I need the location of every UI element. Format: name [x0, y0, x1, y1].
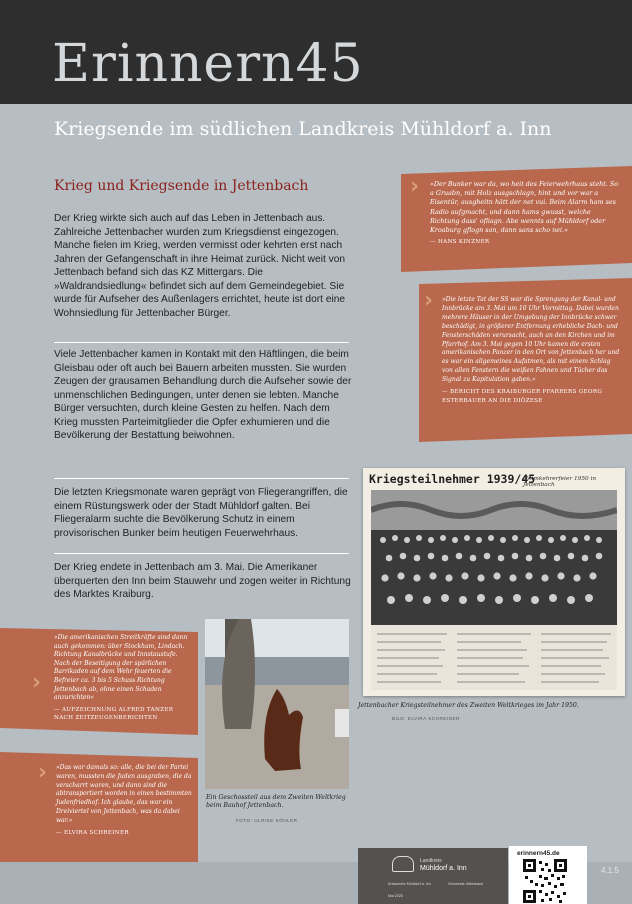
quote-text: »Die amerikanischen Streitkräfte sind dann auch gekommen: über Stockham, Lindach. Richtung Kanalbrücke und Innstaustufe. Nach der Beseitigung der spärlichen Barrikaden auf dem Wehr feuerten die Befreier ca. 3 bis 5 Schuss Richtung Jettenbach ab, ohne einen Schaden anzurichten« [54, 634, 188, 702]
paragraph-3: Die letzten Kriegsmonate waren geprägt von Fliegerangriffen, die einem Rüstungswerk oder der Stadt Mühldorf galten. Bei Fliegeralarm suchte die Bevölkerung Schutz in einem provisorischen Bunker beim heutigen Feuerwehrhaus. [54, 487, 348, 539]
logo-line1: Landkreis [420, 858, 442, 864]
quote-kinzner [430, 180, 622, 247]
header-bar [0, 0, 632, 104]
quote-attribution: — ELVIRA SCHREINER [56, 829, 129, 836]
footer-note-left: Kreisarchiv Mühldorf a. Inn [388, 882, 431, 886]
quote-chevron-icon: › [424, 288, 434, 313]
footer-url: erinnern45.de [517, 850, 560, 857]
paragraph-4: Der Krieg endete in Jettenbach am 3. Mai. Die Amerikaner überquerten den Inn beim Stauwehr und zogen weiter in Richtung des Marktes Kraiburg. [54, 562, 351, 600]
logo-line2: Mühldorf a. Inn [420, 865, 467, 872]
quote-chevron-icon: › [38, 760, 48, 785]
photo-kriegsteilnehmer [363, 468, 625, 696]
paragraph-1: Der Krieg wirkte sich auch auf das Leben in Jettenbach aus. Zahlreiche Jettenbacher wurden zum Kriegsdienst eingezogen. Manche fielen im Krieg, werden vermisst oder kehrten erst nach Jahren der Gefangenschaft in ihre Heimat zurück. Nicht weit von Jettenbach befand sich das KZ Mittergars. Die »Waldrandsiedlung« befindet sich auf dem Gemeindegebiet. Sie wurde für Aufseher des Außenlagers errichtet, heute ist dort eine Wohnsiedlung für Jettenbacher Bürger. [54, 213, 346, 319]
page-subtitle: Kriegsende im südlichen Landkreis Mühldorf a. Inn [54, 118, 552, 140]
photo-caption: Jettenbacher Kriegsteilnehmer des Zweiten Weltkrieges im Jahr 1950. [358, 702, 579, 709]
photo-handwritten-title: Kriegsteilnehmer 1939/45 [369, 472, 536, 486]
brand-title: Erinnern45 [52, 34, 364, 94]
group-photo-image [371, 490, 617, 690]
footer-note-right: Gemeinde Jettenbach [448, 882, 484, 886]
shell-caption: Ein Geschossteil aus dem Zweiten Weltkrieg beim Bauhof Jettenbach. [206, 794, 346, 810]
divider [54, 478, 349, 479]
shell-credit: FOTO: ULRIKE KÖHLER [236, 818, 298, 823]
quote-chevron-icon: › [32, 670, 42, 695]
quote-schreiner [56, 764, 194, 837]
photo-handwritten-sub: Heimkehrerfeier 1950 in Jettenbach [523, 476, 597, 488]
quote-tanzer [54, 634, 194, 723]
quote-chevron-icon: › [410, 174, 420, 199]
quote-text: »Der Bunker war da, wo heit des Feierwehrhaus steht. So a Gruabn, mit Holz ausgschlagn, hint und vor war a Eisentür, ausgheitn hätt der net vui. Beim Alarm ham ses Radio aufgmacht, und dann hams gwusst, welche Richtung dass' ofliagn. Abe wennts auf Mühldorf oder Kroaburg gflogn san, dann sans scho nei.« [430, 180, 619, 235]
quote-pfarrer [442, 296, 622, 406]
quote-text: »Die letzte Tat der SS war die Sprengung der Kanal- und Innbrücke am 3. Mai um 10 Uhr Vormittag. Dabei wurden mehrere Häuser in der Umgebung der Innbrücke schwer beschädigt, in größerer Entfernung erhebliche Dach- und Fensterschäden verursacht, auch an den Kirchen und im Pfarrhof. Am 3. Mai gegen 10 Uhr kamen die ersten amerikanischen Panzer in den Ort von Jettenbach her und es war ein allgemeines Aufatmen, als mit einem Schlag von allen Fenstern die weißen Fahnen und Tücher das Signal zu Kapitulation gaben.« [442, 296, 620, 384]
quote-attribution: — BERICHT DES KRAIBURGER PFARRERS GEORG ESTERBAUER AN DIE DIÖZESE [442, 389, 603, 404]
divider [54, 342, 349, 343]
quote-attribution: — HANS KINZNER [430, 239, 490, 246]
qr-code-icon [523, 859, 567, 903]
footer-date: Mai 2025 [388, 894, 403, 898]
quote-text: »Das war damals so: alle, die bei der Partei waren, mussten die Juden ausgraben, die da verscharrt waren, und dann sind die abtransportiert worden in einen bestimmten Judenfriedhof. Ich glaube, das war ein Dreiviertel von Jettenbach, was da dabei war.« [56, 764, 192, 824]
divider [54, 553, 349, 554]
footer-logo-panel [358, 848, 508, 904]
section-title: Krieg und Kriegsende in Jettenbach [54, 178, 309, 194]
page-number: 4.1.5 [601, 866, 619, 875]
paragraph-2: Viele Jettenbacher kamen in Kontakt mit den Häftlingen, die beim Gleisbau oder oft auch bei Bauern arbeiten mussten. Sie wurden Zeugen der grausamen Behandlung durch die Aufseher sowie der unmenschlichen Bedingungen, unter denen sie lebten. Manche Bürger versuchten, durch kleine Gesten zu helfen. Nach dem Krieg mussten Parteimitglieder die Opfer exhumieren und die Bevölkerung der Bestattung beiwohnen. [54, 349, 352, 441]
district-logo-icon [392, 856, 414, 872]
quote-attribution: — AUFZEICHNUNG ALFRED TANZER NACH ZEITZEUGENBERICHTEN [54, 706, 174, 722]
shell-photo-image [205, 619, 349, 789]
footer-qr-panel [509, 846, 587, 904]
photo-credit: BILD: ELVIRA SCHREINER [392, 716, 460, 721]
